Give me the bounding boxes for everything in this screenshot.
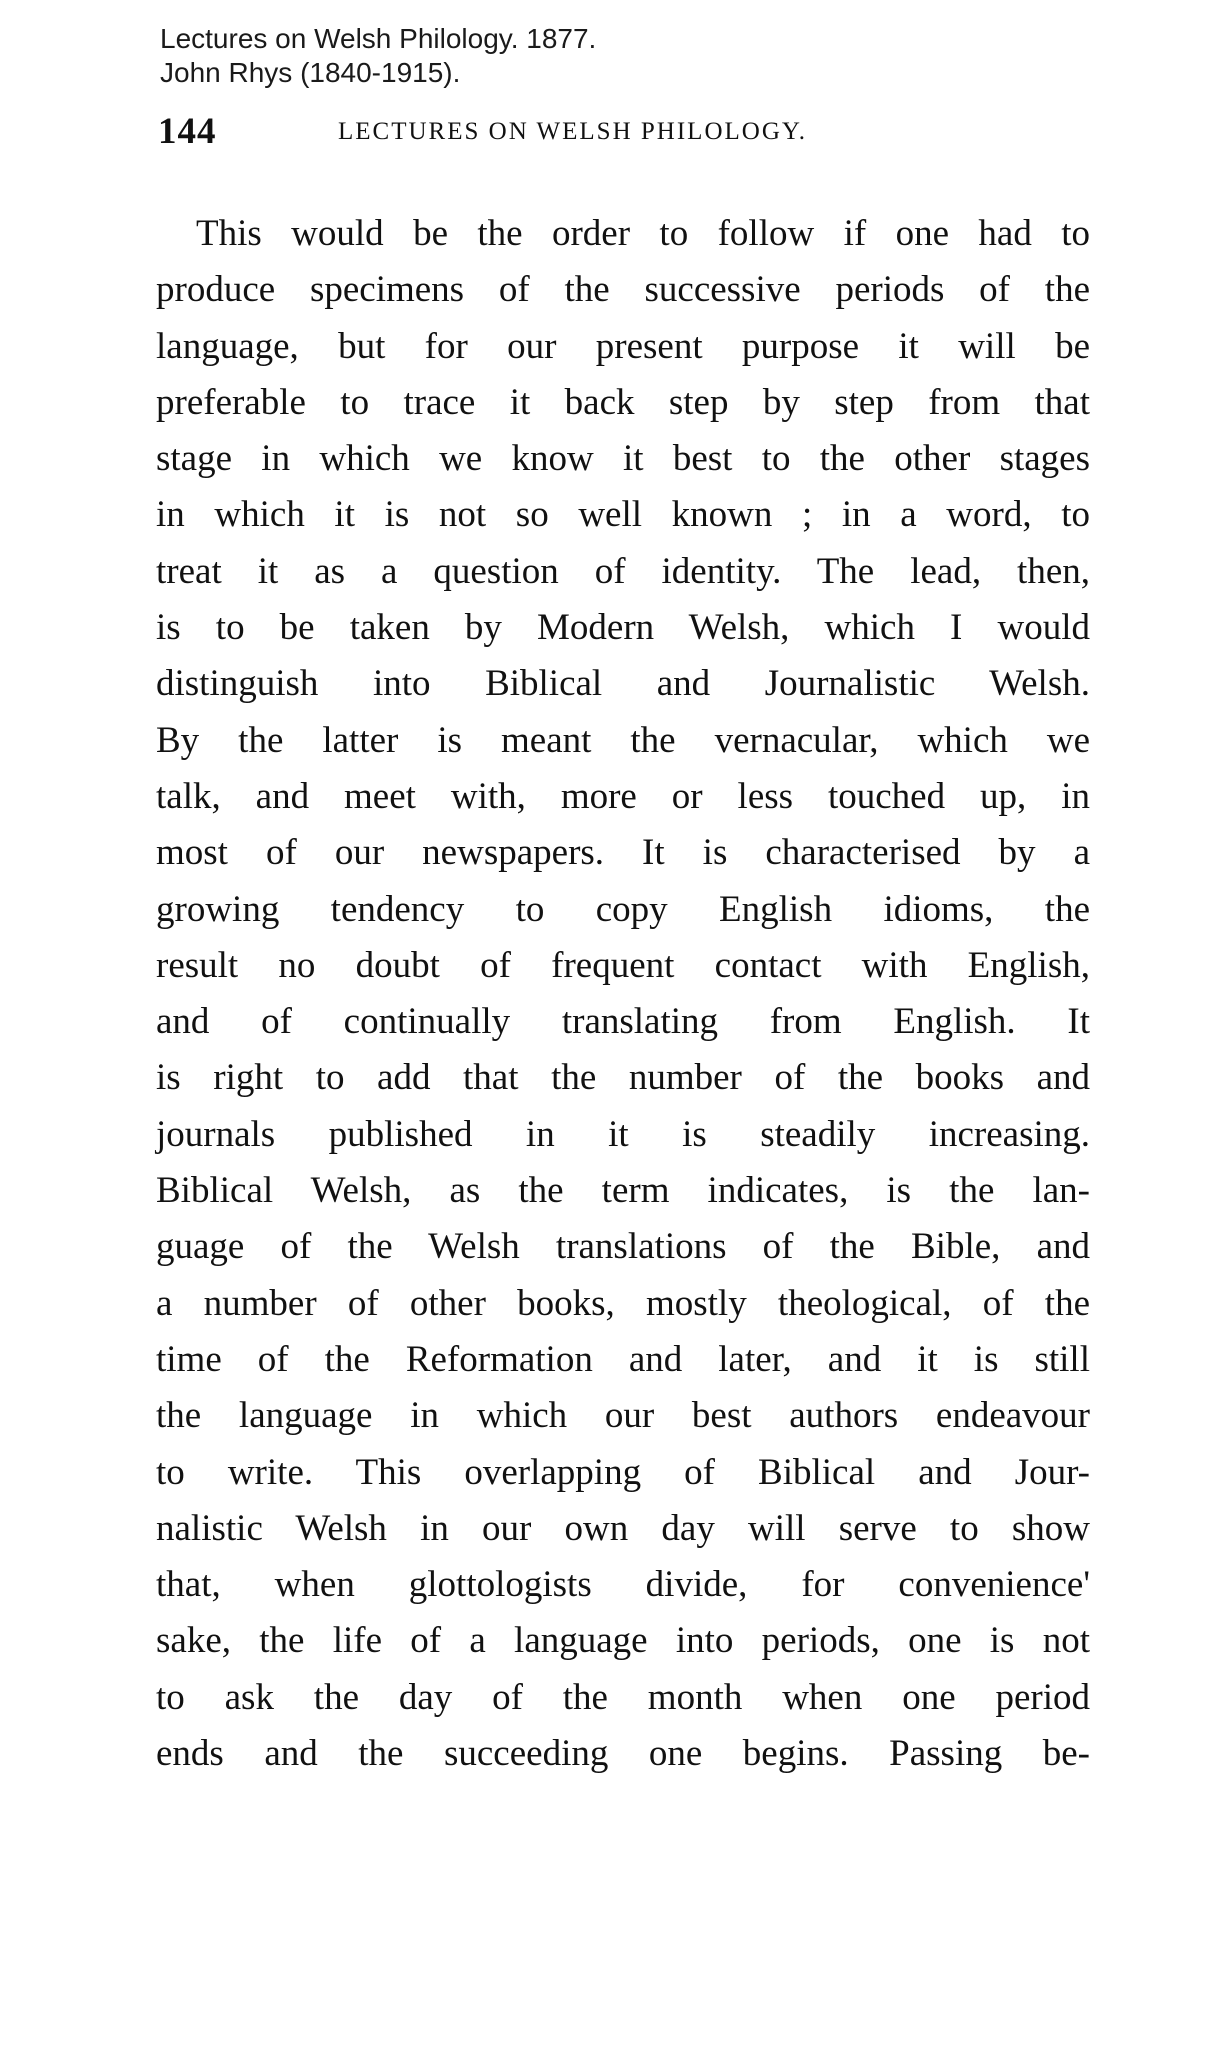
text-line: and of continually translating from English. It [156, 1001, 1090, 1043]
text-line: journals published in it is steadily increasing. [156, 1113, 1090, 1155]
text-line: that, when glottologists divide, for convenience' [156, 1564, 1090, 1606]
text-line: guage of the Welsh translations of the Bible, and [156, 1226, 1090, 1268]
text-line: in which it is not so well known ; in a word, to [156, 494, 1090, 536]
text-line: preferable to trace it back step by step from that [156, 381, 1090, 423]
text-line: distinguish into Biblical and Journalistic Welsh. [156, 663, 1090, 705]
running-head [158, 110, 1088, 156]
text-line: most of our newspapers. It is characterised by a [156, 832, 1090, 874]
text-line: is to be taken by Modern Welsh, which I would [156, 607, 1090, 649]
text-line: By the latter is meant the vernacular, which we [156, 719, 1090, 761]
text-line: language, but for our present purpose it will be [156, 325, 1090, 367]
text-line: Biblical Welsh, as the term indicates, is the lan- [156, 1170, 1090, 1212]
text-line: growing tendency to copy English idioms, the [156, 888, 1090, 930]
text-line: treat it as a question of identity. The lead, then, [156, 550, 1090, 592]
text-line: talk, and meet with, more or less touched up, in [156, 775, 1090, 817]
text-line: the language in which our best authors endeavour [156, 1395, 1090, 1437]
source-note-title: Lectures on Welsh Philology. 1877. [160, 23, 597, 54]
text-line: to ask the day of the month when one period [156, 1676, 1090, 1718]
text-line: stage in which we know it best to the other stages [156, 438, 1090, 480]
text-line: time of the Reformation and later, and it is still [156, 1338, 1090, 1380]
text-line: nalistic Welsh in our own day will serve to show [156, 1507, 1090, 1549]
text-line: is right to add that the number of the books and [156, 1057, 1090, 1099]
text-line: a number of other books, mostly theological, of the [156, 1282, 1090, 1324]
page-number: 144 [158, 111, 217, 152]
text-line: produce specimens of the successive periods of the [156, 269, 1090, 311]
text-line: sake, the life of a language into periods, one is not [156, 1620, 1090, 1662]
running-title: LECTURES ON WELSH PHILOLOGY. [338, 118, 807, 145]
source-note-author: John Rhys (1840-1915). [160, 57, 461, 88]
text-line: ends and the succeeding one begins. Passing be- [156, 1733, 1090, 1775]
text-line: to write. This overlapping of Biblical and Jour- [156, 1451, 1090, 1493]
text-line: This would be the order to follow if one had to [196, 213, 1090, 254]
source-note [160, 22, 596, 90]
text-line: result no doubt of frequent contact with English, [156, 944, 1090, 986]
body-text [156, 206, 1090, 1782]
